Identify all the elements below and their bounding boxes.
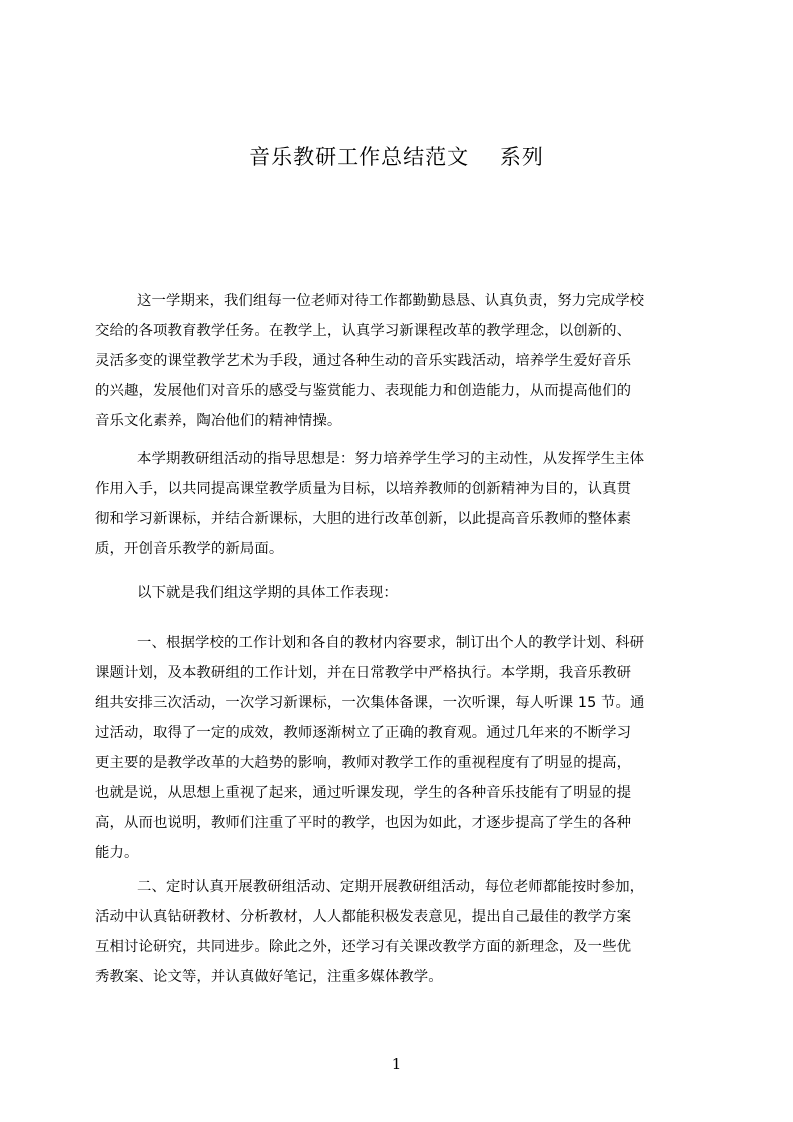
- text-line: 更主要的是教学改革的大趋势的影响，教师对教学工作的重视程度有了明显的提高，: [95, 755, 632, 771]
- paragraph-intro: [95, 286, 703, 436]
- text-line: 本学期教研组活动的指导思想是：努力培养学生学习的主动性，从发挥学生主体: [137, 451, 645, 467]
- paragraph-work-intro: [95, 578, 703, 608]
- paragraph-section-two: [95, 872, 703, 992]
- text-line: 质，开创音乐教学的新局面。: [95, 541, 284, 557]
- text-line: 二、定时认真开展教研组活动、定期开展教研组活动，每位老师都能按时参加，: [137, 879, 645, 895]
- text-line: 的兴趣，发展他们对音乐的感受与鉴赏能力、表现能力和创造能力，从而提高他们的: [95, 383, 632, 399]
- text-line: 活动中认真钻研教材、分析教材，人人都能积极发表意见，提出自己最佳的教学方案: [95, 909, 632, 925]
- page-number: 1: [391, 1055, 402, 1073]
- text-line: 彻和学习新课标，并结合新课标，大胆的进行改革创新，以此提高音乐教师的整体素: [95, 511, 632, 527]
- paragraph-guiding-thought: [95, 444, 703, 564]
- text-line: 一、根据学校的工作计划和各自的教材内容要求，制订出个人的教学计划、科研: [137, 635, 645, 651]
- text-line: 以下就是我们组这学期的具体工作表现：: [137, 585, 398, 601]
- text-line: 组共安排三次活动，一次学习新课标，一次集体备课，一次听课，每人听课 15 节。通: [95, 695, 645, 711]
- document-title: 音乐教研工作总结范文 系列: [249, 145, 544, 169]
- text-line: 互相讨论研究，共同进步。除此之外，还学习有关课改教学方面的新理念，及一些优: [95, 939, 632, 955]
- text-line: 秀教案、论文等，并认真做好笔记，注重多媒体教学。: [95, 969, 443, 985]
- text-line: 灵活多变的课堂教学艺术为手段，通过各种生动的音乐实践活动，培养学生爱好音乐: [95, 353, 632, 369]
- text-line: 能力。: [95, 845, 139, 861]
- text-line: 音乐文化素养，陶冶他们的精神情操。: [95, 413, 342, 429]
- text-line: 高，从而也说明，教师们注重了平时的教学，也因为如此，才逐步提高了学生的各种: [95, 815, 632, 831]
- text-line: 也就是说，从思想上重视了起来，通过听课发现，学生的各种音乐技能有了明显的提: [95, 785, 632, 801]
- text-line: 作用入手，以共同提高课堂教学质量为目标，以培养教师的创新精神为目的，认真贯: [95, 481, 632, 497]
- paragraph-section-one: [95, 628, 703, 868]
- text-line: 这一学期来，我们组每一位老师对待工作都勤勤恳恳、认真负责，努力完成学校: [137, 293, 645, 309]
- text-line: 交给的各项教育教学任务。在教学上，认真学习新课程改革的教学理念，以创新的、: [95, 323, 632, 339]
- text-line: 过活动，取得了一定的成效，教师逐渐树立了正确的教育观。通过几年来的不断学习: [95, 725, 632, 741]
- text-line: 课题计划，及本教研组的工作计划，并在日常教学中严格执行。本学期，我音乐教研: [95, 665, 632, 681]
